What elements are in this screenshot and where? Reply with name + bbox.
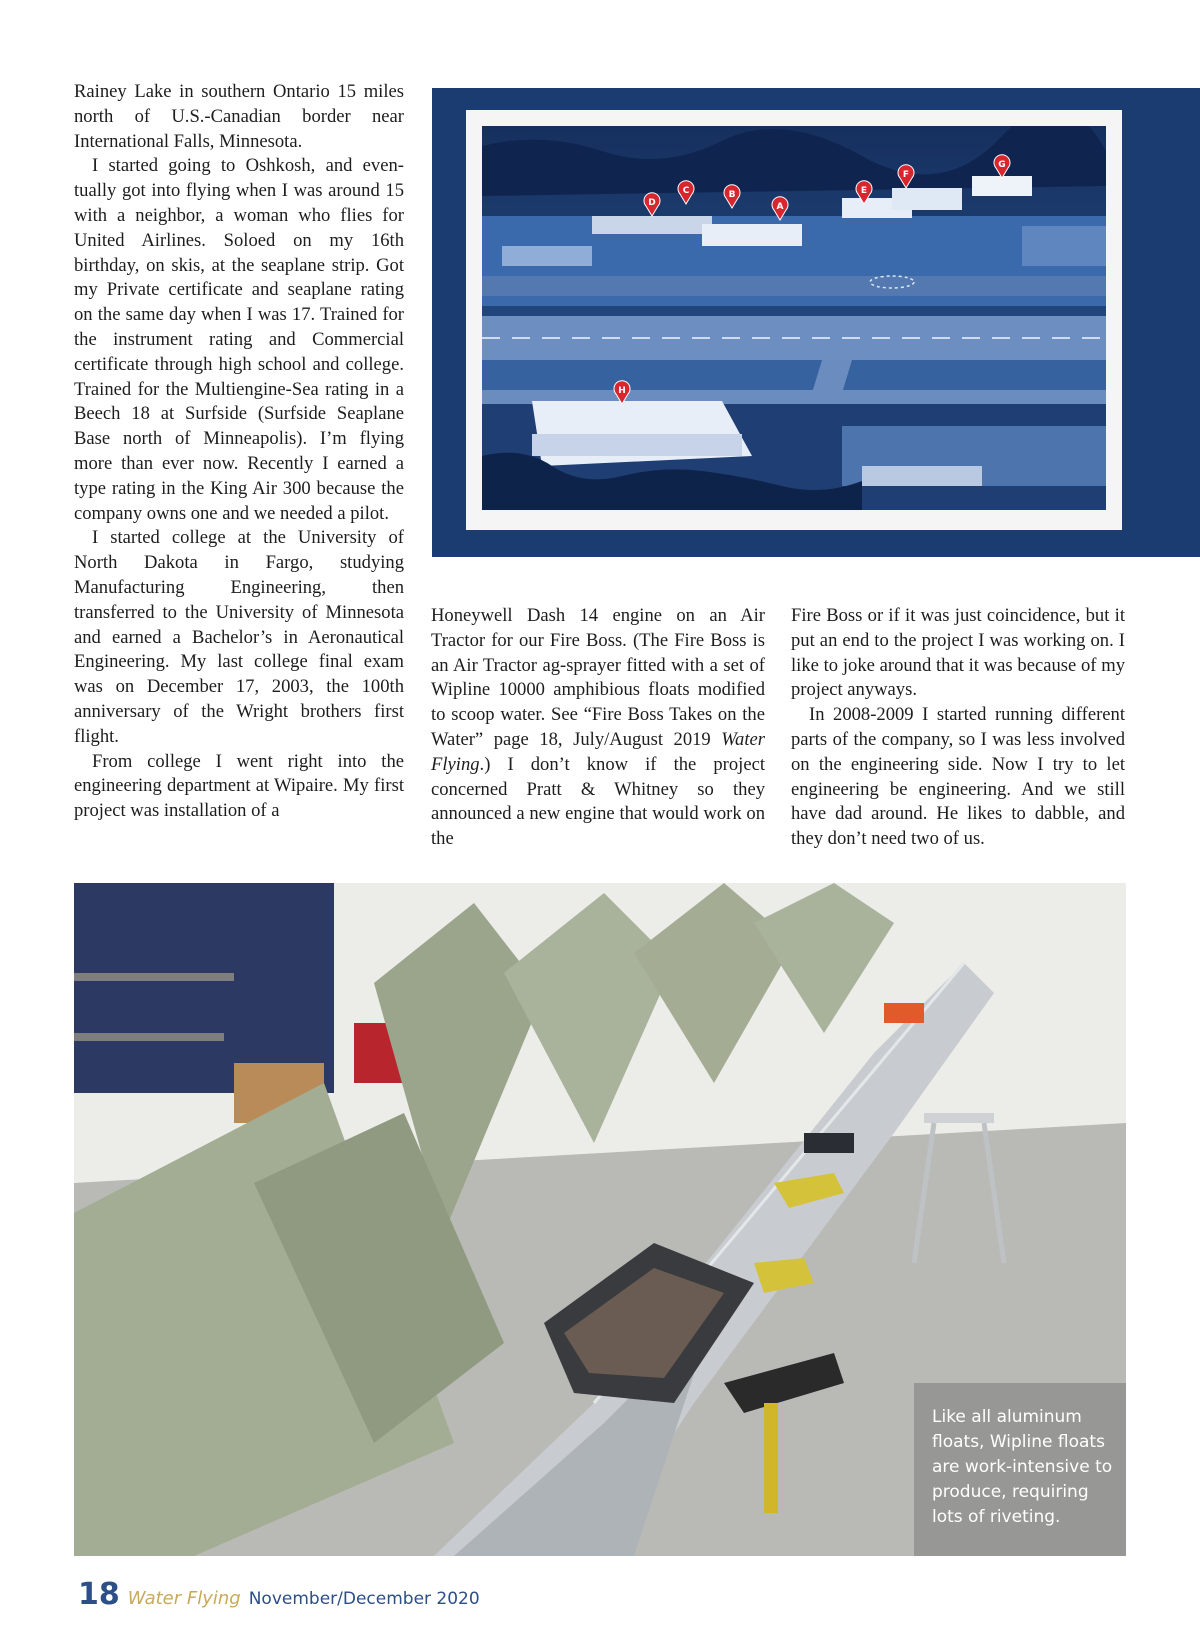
map-marker-label: A [776,202,784,212]
issue-date: November/December 2020 [248,1589,480,1609]
article-column-middle [431,604,765,852]
paragraph: I started college at the University of North Dakota in Fargo, studying Manufacturing Engineering, then transferred to the University of Minnesota and earned a Bachelor’s in Aeronautical Engineering. My last college final exam was on December 17, 2003, the 100th anniversary of the Wright brothers first flight. [74,527,404,747]
paragraph: Rainey Lake in southern Ontario 15 miles north of U.S.-Canadian border near International Falls, Minnesota. [74,81,404,152]
paragraph: Fire Boss or if it was just coincidence, but it put an end to the project I was working on. I like to joke around that it was because of my project anyways. [791,605,1125,701]
magazine-name: Water Flying [127,1588,241,1609]
paragraph-text: .) I don’t know if the project concerned Pratt & Whitney so they announced a new engine that would work on the [431,753,765,850]
paragraph: I started going to Oshkosh, and eventually got into flying when I was around 15 with a neighbor, a woman who flies for United Airlines. Soloed on my 16th birthday, on skis, at the seaplane strip. Got my Private certificate and seaplane rating on the same day when I was 17. Trained for the instrument rating and Commercial certificate through high school and college. Trained for the Multiengine-Sea rating in a Beech 18 at Surfside (Surfside Seaplane Base north of Minneapolis). I’m flying more than ever now. Recently I earned a type rating in the King Air 300 because the company owns one and we needed a pilot. [74,155,404,524]
paragraph-text: Honeywell Dash 14 engine on an Air Tractor for our Fire Boss. (The Fire Boss is an Air Tractor ag-sprayer fitted with a set of Wipline 10000 amphibious floats modified to scoop water. See “Fire Boss Takes on the Water” page 18, July/August 2019 [431,605,765,750]
aerial-photo-mat [466,110,1122,530]
page-number: 18 [78,1577,120,1612]
map-marker-label: H [618,386,626,396]
magazine-title-italic: Water Flying [431,728,765,775]
paragraph: In 2008-2009 I started running different parts of the company, so I was less involved on the engineering side. Now I try to let engineering be engineering. And we still have dad around. He likes to dabble, and they don’t need two of us. [791,704,1125,850]
article-column-left [74,80,404,824]
page-footer [78,1577,480,1617]
photo-caption: Like all aluminum floats, Wipline floats are work-intensive to produce, requiring lots of riveting. [932,1407,1113,1527]
aerial-airport-photo [482,126,1106,510]
paragraph [431,604,765,852]
map-marker-label: E [860,186,868,196]
aerial-photo-frame [432,88,1200,557]
map-marker-label: B [728,190,736,200]
map-marker-label: D [648,198,656,208]
map-marker-label: F [902,170,910,180]
paragraph: From college I went right into the engineering department at Wipaire. My first project was installation of a [74,750,404,822]
map-marker-label: G [998,160,1006,170]
article-column-right [791,604,1125,852]
map-marker-label: C [682,186,690,196]
